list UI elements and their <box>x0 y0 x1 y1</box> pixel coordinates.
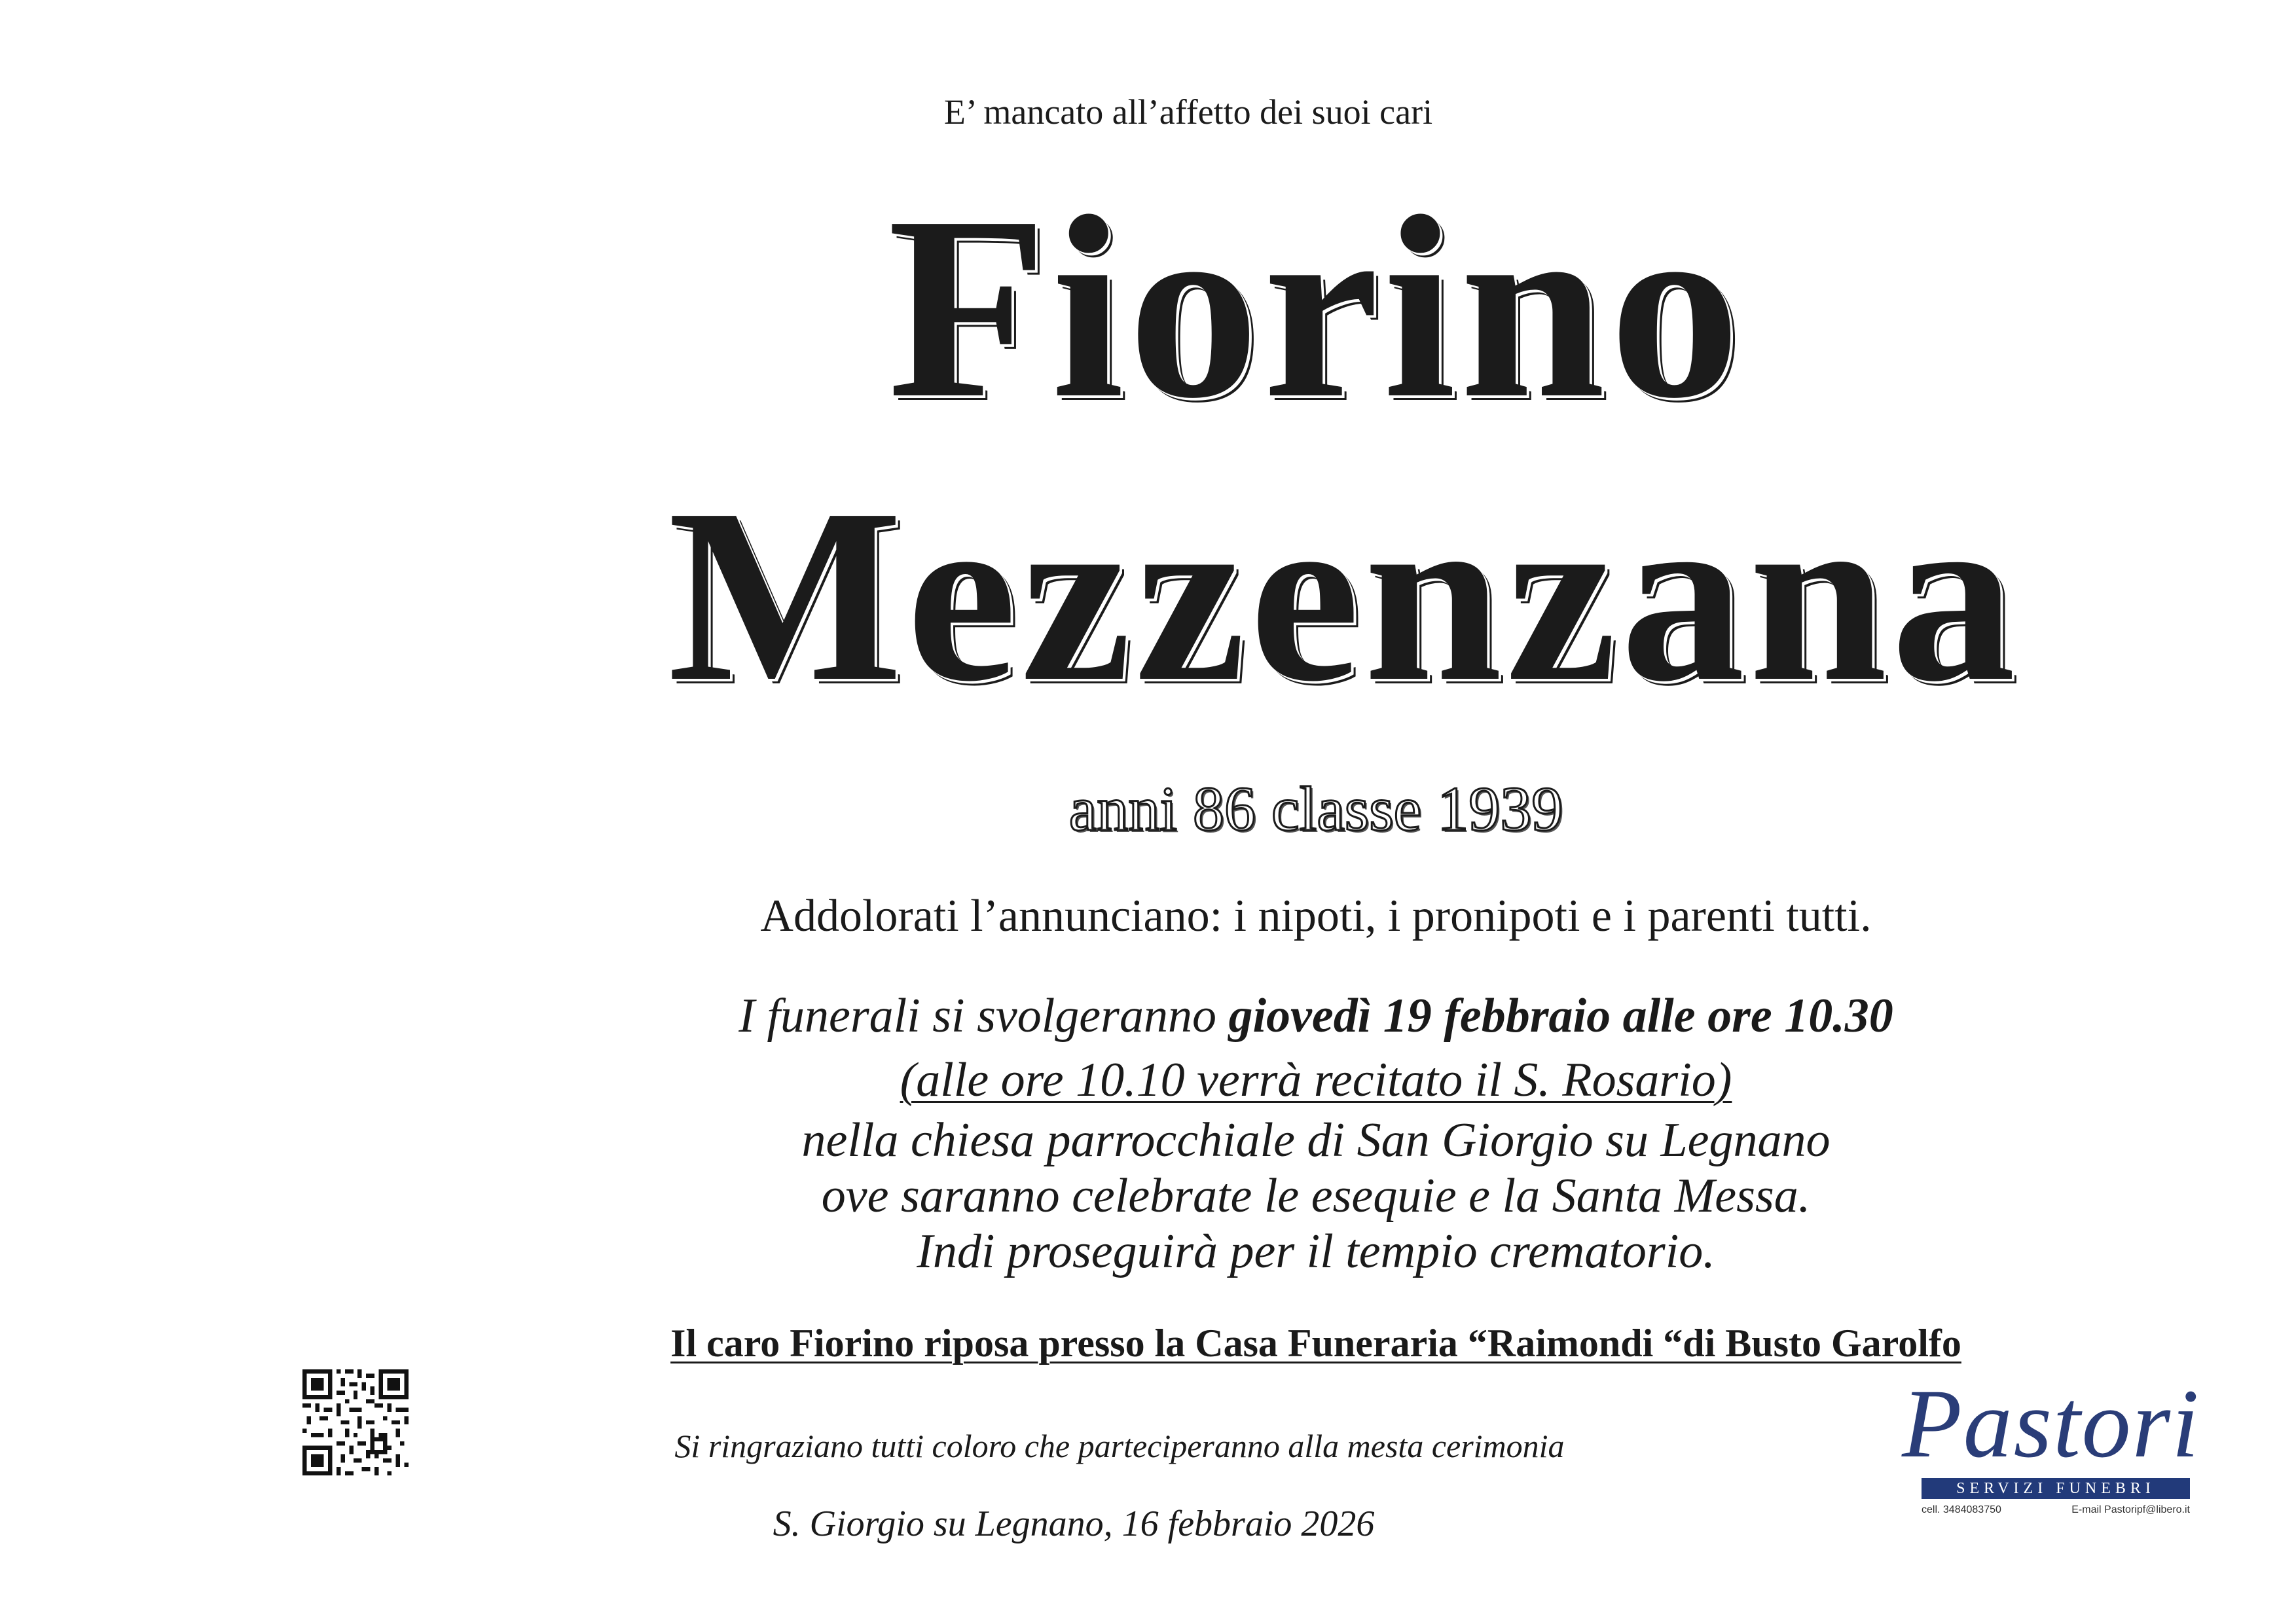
logo-contacts <box>1922 1504 2190 1516</box>
funeral-home-logo <box>1902 1369 2200 1525</box>
rest-location-note: Il caro Fiorino riposa presso la Casa Funeraria “Raimondi “di Busto Garolfo <box>670 1322 1961 1365</box>
rosary-note: (alle ore 10.10 verrà recitato il S. Rosario) <box>900 1053 1732 1107</box>
funeral-line-1 <box>655 988 1977 1044</box>
thanks-text: Si ringraziano tutti coloro che parteciperanno alla mesta cerimonia <box>674 1428 1565 1464</box>
funeral-crematorium: Indi proseguirà per il tempio crematorio. <box>917 1225 1715 1278</box>
logo-script-text: Pastori <box>1902 1369 2200 1478</box>
funeral-church: nella chiesa parrocchiale di San Giorgio su Legnano <box>801 1113 1831 1167</box>
intro-text: E’ mancato all’affetto dei suoi cari <box>943 92 1433 132</box>
deceased-first-name: Fiorino <box>887 162 1745 452</box>
logo-email: E-mail Pastoripf@libero.it <box>2071 1504 2190 1515</box>
logo-phone: cell. 3484083750 <box>1922 1504 2001 1515</box>
place-date: S. Giorgio su Legnano, 16 febbraio 2026 <box>773 1504 1375 1544</box>
logo-subtitle: SERVIZI FUNEBRI <box>1922 1478 2190 1499</box>
funeral-date-time: giovedì 19 febbraio alle ore 10.30 <box>1228 989 1893 1043</box>
funeral-mass: ove saranno celebrate le esequie e la Santa Messa. <box>821 1169 1811 1223</box>
deceased-last-name: Mezzenzana <box>668 458 2020 733</box>
age-line: anni 86 classe 1939 <box>1068 774 1563 844</box>
announcement-text: Addolorati l’annunciano: i nipoti, i pronipoti e i parenti tutti. <box>760 891 1872 941</box>
qr-code-icon <box>302 1369 409 1475</box>
funeral-intro: I funerali si svolgeranno <box>738 989 1229 1043</box>
